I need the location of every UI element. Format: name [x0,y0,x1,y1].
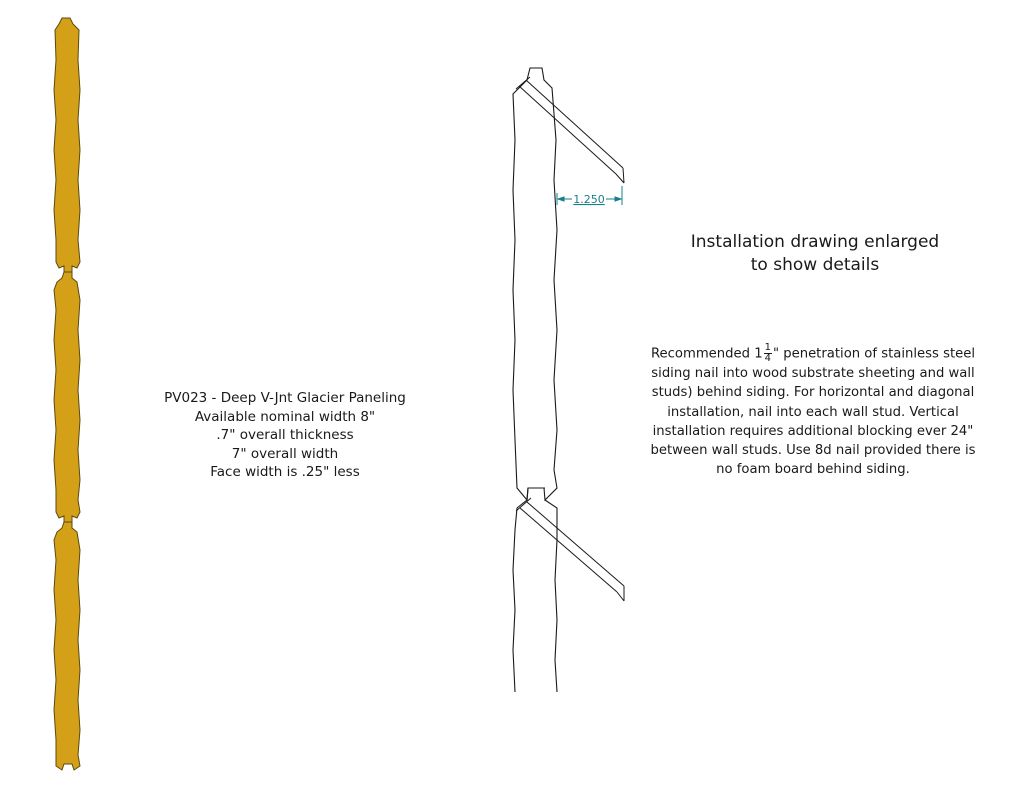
profile-description [150,389,420,482]
tongue-left [527,488,528,500]
installation-title-line-1: Installation drawing enlarged [690,232,940,252]
profile-line-2: Available nominal width 8" [194,408,376,425]
nail-lower [516,498,624,601]
paneling-profile [54,18,80,770]
dimension-label: 1.250 [573,193,605,206]
installation-title [640,231,990,277]
installation-drawing [513,68,624,692]
dimension-arrow-right [615,197,621,201]
note-prefix: Recommended 1 [650,346,763,362]
enlarged-board-lower [513,500,557,692]
profile-board-1 [54,18,80,272]
dimension-1250 [557,186,622,206]
nail-upper [516,77,624,183]
profile-board-3 [54,522,80,770]
note-fraction-numerator: 1 [764,342,771,353]
profile-line-4: 7" overall width [231,445,339,462]
enlarged-board-upper [513,68,557,500]
dimension-arrow-left [558,197,564,201]
profile-line-1: PV023 - Deep V-Jnt Glacier Paneling [164,390,406,406]
profile-board-2 [54,272,80,522]
profile-line-3: .7" overall thickness [216,427,354,443]
installation-note [648,343,978,480]
note-fraction-denominator: 4 [764,353,771,364]
installation-title-line-2: to show details [750,255,880,275]
note-body: " penetration of stainless steel siding nail into wood substrate sheeting and wall studs) behind siding. For horizontal and diagonal installation, nail into each wall stud. Vertical installation requires additional blocking ever 24" between wall studs. Use 8d nail provided there is no foam board behind siding. [650,346,976,478]
profile-line-5: Face width is .25" less [210,464,360,480]
note-fraction [764,343,772,364]
